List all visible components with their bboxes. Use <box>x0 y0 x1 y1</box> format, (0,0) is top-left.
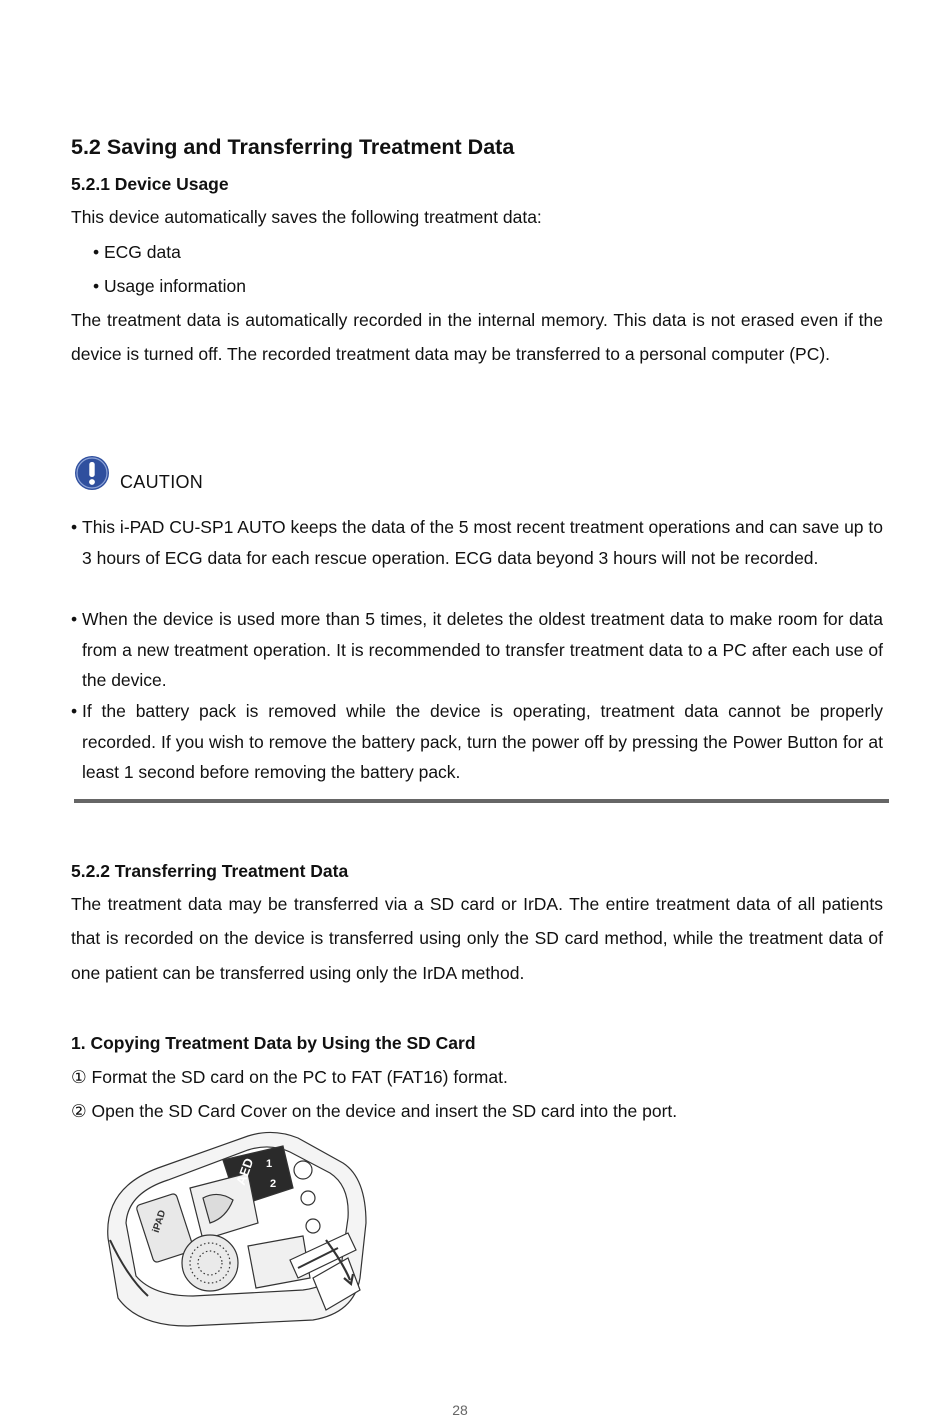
caution-label: CAUTION <box>120 472 204 492</box>
aed-device-illustration <box>98 1128 378 1333</box>
device-usage-intro: This device automatically saves the following treatment data: <box>71 207 542 227</box>
device-usage-paragraph: The treatment data is automatically recorded in the internal memory. This data is not erased even if the device is turned off. The recorded treatment data may be transferred to a personal computer (PC). <box>71 310 883 365</box>
subsection-title-device-usage: 5.2.1 Device Usage <box>71 174 229 194</box>
step-insert-sd: ② Open the SD Card Cover on the device and insert the SD card into the port. <box>71 1101 678 1121</box>
bullet-dot: • <box>71 701 78 721</box>
caution-item-text: This i-PAD CU-SP1 AUTO keeps the data of the 5 most recent treatment operations and can save up to 3 hours of ECG data for each rescue operation. ECG data beyond 3 hours will not be recorded. <box>82 517 883 568</box>
subsection-title-transferring: 5.2.2 Transferring Treatment Data <box>71 861 349 881</box>
page-number: 28 <box>452 1402 468 1418</box>
bullet-ecg-data: • ECG data <box>93 242 181 262</box>
bullet-dot: • <box>71 609 78 629</box>
aed-step-2: 2 <box>270 1178 277 1190</box>
step-format-sd: ① Format the SD card on the PC to FAT (FAT16) format. <box>71 1067 508 1087</box>
aed-step-1: 1 <box>266 1158 273 1170</box>
caution-item <box>71 512 883 573</box>
bullet-usage-information: • Usage information <box>93 276 247 296</box>
caution-item-text: If the battery pack is removed while the device is operating, treatment data cannot be properly recorded. If you wish to remove the battery pack, turn the power off by pressing the Power Button for at least 1 second before removing the battery pack. <box>82 701 883 783</box>
transferring-paragraph: The treatment data may be transferred via a SD card or IrDA. The entire treatment data of all patients that is recorded on the device is transferred using only the SD card method, while the treatment data of one patient can be transferred using only the IrDA method. <box>71 894 883 983</box>
caution-divider <box>74 799 889 803</box>
aed-label: AED <box>232 1156 257 1187</box>
caution-icon <box>74 455 110 491</box>
section-title: 5.2 Saving and Transferring Treatment Data <box>71 135 515 159</box>
caution-item <box>71 696 883 788</box>
sd-card-heading: 1. Copying Treatment Data by Using the SD Card <box>71 1033 476 1053</box>
bullet-dot: • <box>71 517 78 537</box>
caution-item-text: When the device is used more than 5 times, it deletes the oldest treatment data to make room for data from a new treatment operation. It is recommended to transfer treatment data to a PC after each use of the device. <box>82 609 883 691</box>
brand-logo: iPAD <box>150 1208 169 1235</box>
caution-item <box>71 604 883 696</box>
